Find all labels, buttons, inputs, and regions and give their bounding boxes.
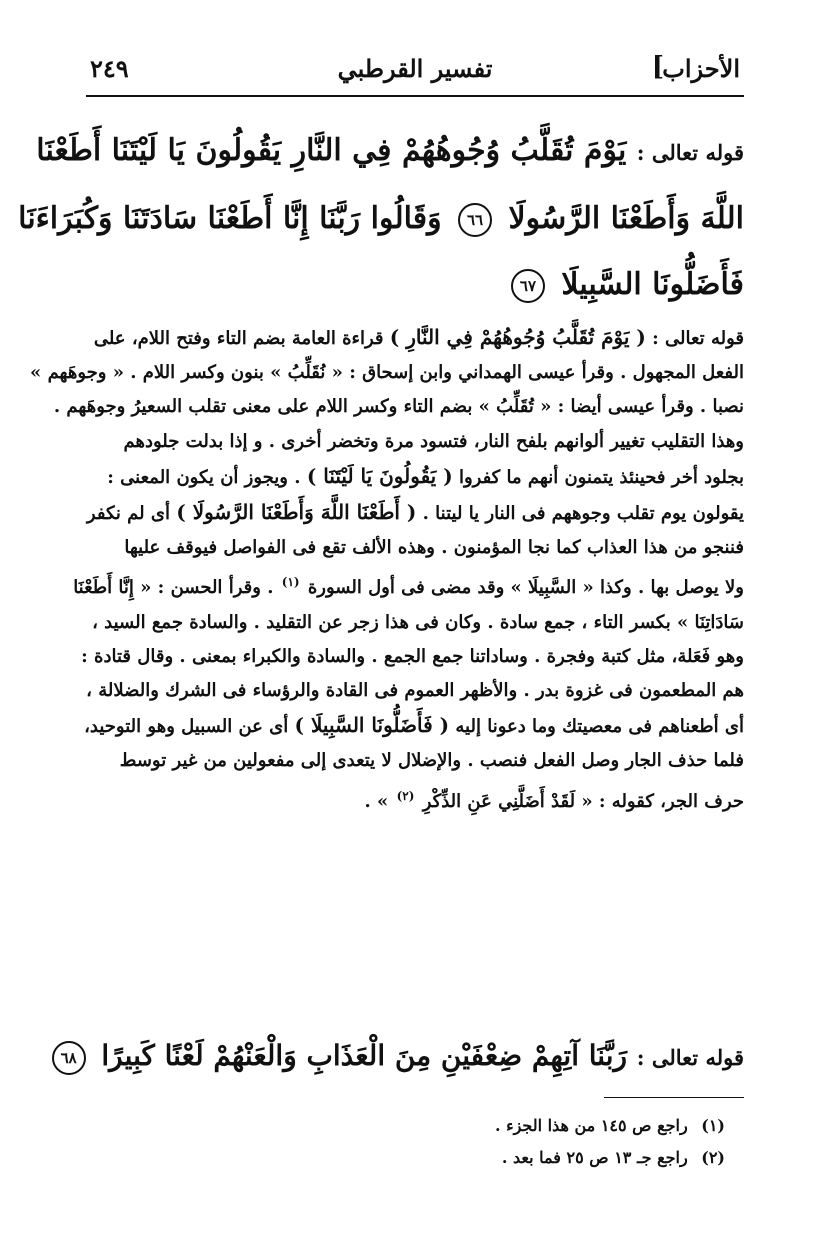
commentary-text: بجلود أخر فحينئذ يتمنون أنهم ما كفروا bbox=[458, 466, 744, 488]
commentary-line: نصبا . وقرأ عيسى أيضا : « تُقَلِّبُ » بضم التاء وكسر اللام على معنى تقلب السعيرُ وجوهَهم . bbox=[53, 396, 744, 418]
commentary-text: أى أطعناهم فى معصيتك وما دعونا إليه bbox=[455, 716, 744, 738]
verse-text: رَبَّنَا آتِهِمْ ضِعْفَيْنِ مِنَ الْعَذَابِ وَالْعَنْهُمْ لَعْنًا كَبِيرًا bbox=[101, 1039, 628, 1072]
commentary-text: ولا يوصل بها . وكذا « السَّبِيلَا » وقد مضى فى أول السورة bbox=[307, 577, 744, 599]
quoted-verse: ( فَأَضَلُّونَا السَّبِيلَا ) bbox=[294, 713, 450, 738]
quoted-verse: ( أَطَعْنَا اللَّهَ وَأَطَعْنَا الرَّسُولَا ) bbox=[176, 500, 417, 525]
commentary-text: قراءة العامة بضم التاء وفتح اللام، على bbox=[93, 328, 384, 349]
footnote bbox=[165, 1110, 725, 1142]
header-rule bbox=[86, 95, 744, 97]
footnote bbox=[165, 1142, 725, 1174]
commentary-line bbox=[73, 565, 744, 605]
footnotes bbox=[165, 1110, 725, 1174]
quoted-verse: ( يَوْمَ تُقَلَّبُ وُجُوهُهُمْ فِي النَّارِ ) bbox=[389, 325, 646, 349]
verse-text: فَأَضَلُّونَا السَّبِيلَا bbox=[561, 267, 744, 302]
ayah-number-marker: ٦٨ bbox=[52, 1041, 86, 1075]
commentary-text: . وقرأ الحسن : « إِنَّا أَطَعْنَا bbox=[73, 577, 274, 599]
commentary-line: الفعل المجهول . وقرأ عيسى الهمداني وابن إسحاق : « نُقَلِّبُ » بنون وكسر اللام . « وجوهَهم » bbox=[30, 362, 744, 384]
commentary-text: . ويجوز أن يكون المعنى : bbox=[107, 466, 301, 488]
verse-line bbox=[18, 186, 744, 252]
page-number: ٢٤٩ bbox=[90, 54, 129, 83]
commentary-line bbox=[86, 459, 744, 495]
verse-intro: قوله تعالى : bbox=[636, 140, 744, 165]
verse-intro: قوله تعالى : bbox=[636, 1045, 744, 1070]
footnote-number: (١) bbox=[701, 1116, 725, 1135]
footnote-text: راجع ص ١٤٥ من هذا الجزء . bbox=[494, 1116, 688, 1135]
commentary-line bbox=[86, 495, 744, 531]
footnote-marker[interactable]: (٢) bbox=[396, 788, 415, 803]
footnote-number: (٢) bbox=[701, 1148, 725, 1167]
commentary-line: سَادَاتِنَا » بكسر التاء ، جمع سادة . وكان فى هذا زجر عن التقليد . والسادة جمع السيد ، bbox=[92, 611, 744, 633]
header-bracket: ] bbox=[651, 52, 664, 82]
verse-line bbox=[36, 118, 744, 186]
commentary-text: قوله تعالى : bbox=[652, 328, 744, 349]
verse-line bbox=[60, 1028, 744, 1086]
commentary-line: فننجو من هذا العذاب كما نجا المؤمنون . وهذه الألف تقع فى الفواصل فيوقف عليها bbox=[124, 537, 744, 559]
quran-verse-block-2 bbox=[60, 1028, 744, 1086]
running-header bbox=[90, 52, 740, 94]
ayah-number-marker: ٦٦ bbox=[458, 203, 492, 237]
verse-line bbox=[86, 252, 744, 318]
footnote-rule bbox=[604, 1097, 744, 1098]
book-title: تفسير القرطبي bbox=[337, 54, 493, 83]
commentary-line: فلما حذف الجار وصل الفعل فنصب . والإضلال لا يتعدى إلى مفعولين من غير توسط bbox=[119, 750, 744, 772]
commentary bbox=[30, 320, 744, 819]
commentary-line bbox=[86, 708, 744, 744]
commentary-text: حرف الجر، كقوله : « لَقَدْ أَضَلَّنِي عَنِ الذِّكْرِ bbox=[422, 790, 744, 812]
surah-name: الأحزاب bbox=[662, 54, 740, 83]
commentary-text: يقولون يوم تقلب وجوههم فى النار يا ليتنا . bbox=[422, 503, 744, 525]
footnote-marker[interactable]: (١) bbox=[281, 575, 300, 590]
commentary-text: أى عن السبيل وهو التوحيد، bbox=[84, 716, 289, 738]
commentary-text: » . bbox=[364, 790, 389, 812]
commentary-line: وهو فَعَلة، مثل كتبة وفجرة . وساداتنا جمع الجمع . والسادة والكبراء بمعنى . وقال قتادة : bbox=[81, 645, 744, 667]
commentary-line: وهذا التقليب تغيير ألوانهم بلفح النار، فتسود مرة وتخضر أخرى . و إذا بدلت جلودهم bbox=[123, 430, 744, 452]
verse-text: يَوْمَ تُقَلَّبُ وُجُوهُهُمْ فِي النَّارِ يَقُولُونَ يَا لَيْتَنَا أَطَعْنَا bbox=[36, 133, 627, 168]
commentary-line bbox=[86, 320, 744, 356]
verse-text: اللَّهَ وَأَطَعْنَا الرَّسُولَا bbox=[508, 201, 744, 236]
quoted-verse: ( يَقُولُونَ يَا لَيْتَنَا ) bbox=[306, 463, 453, 488]
commentary-line: هم المطعمون فى غزوة بدر . والأظهر العموم فى القادة والرؤساء فى الشرك والضلالة ، bbox=[86, 680, 744, 702]
commentary-line bbox=[86, 779, 744, 819]
commentary-text: أى لم نكفر bbox=[86, 503, 170, 525]
quran-verse-block bbox=[18, 118, 744, 318]
footnote-text: راجع جـ ١٣ ص ٢٥ فما بعد . bbox=[501, 1148, 688, 1167]
verse-text: وَقَالُوا رَبَّنَا إِنَّا أَطَعْنَا سَادَتَنَا وَكُبَرَاءَنَا bbox=[18, 201, 442, 236]
ayah-number-marker: ٦٧ bbox=[511, 269, 545, 303]
